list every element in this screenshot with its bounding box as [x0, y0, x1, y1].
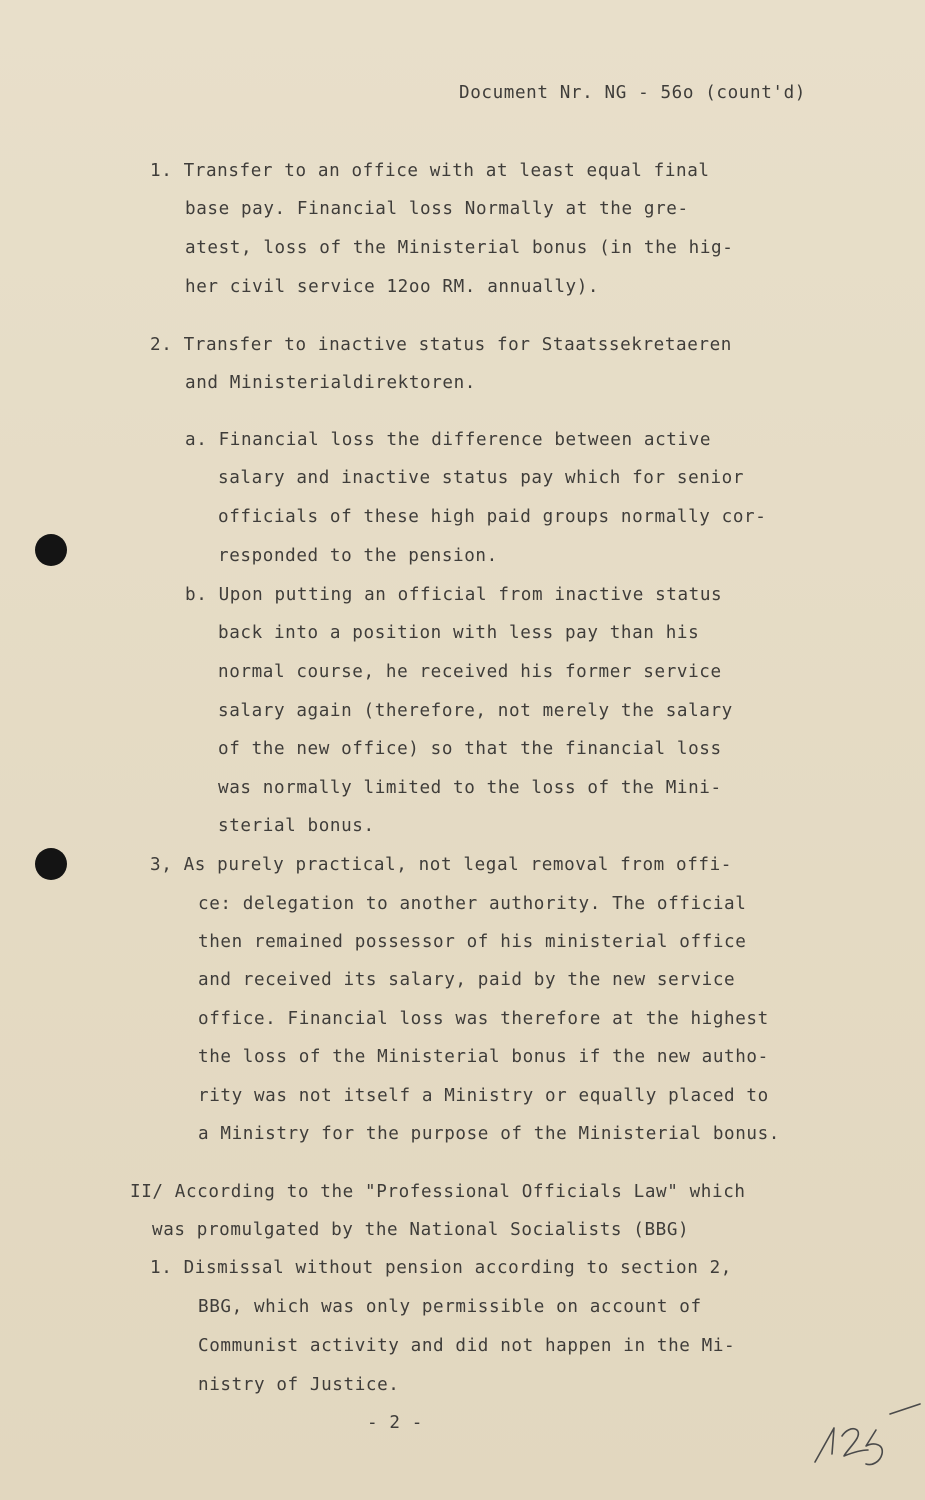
item2a-line: a. Financial loss the difference between active	[185, 430, 712, 450]
section-ii-line: was promulgated by the National Socialists (BBG)	[152, 1220, 690, 1240]
item1-line: base pay. Financial loss Normally at the gre-	[185, 199, 689, 219]
item3-line: office. Financial loss was therefore at the highest	[198, 1009, 769, 1029]
item3-line: the loss of the Ministerial bonus if the new autho-	[198, 1047, 769, 1067]
section-ii-line: II/ According to the "Professional Officials Law" which	[130, 1182, 746, 1202]
section-ii-item1-line: nistry of Justice.	[198, 1375, 400, 1395]
item3-line: a Ministry for the purpose of the Ministerial bonus.	[198, 1124, 781, 1144]
item2a-line: officials of these high paid groups normally cor-	[218, 507, 767, 527]
handwritten-mark-icon	[812, 1400, 922, 1480]
item2a-line: responded to the pension.	[218, 546, 498, 566]
item3-line: and received its salary, paid by the new service	[198, 970, 736, 990]
section-ii-item1-line: 1. Dismissal without pension according to section 2,	[150, 1258, 733, 1278]
item2b-line: b. Upon putting an official from inactive status	[185, 585, 723, 605]
item2a-line: salary and inactive status pay which for senior	[218, 468, 745, 488]
item2b-line: salary again (therefore, not merely the salary	[218, 701, 733, 721]
item2b-line: of the new office) so that the financial loss	[218, 739, 722, 759]
item2b-line: sterial bonus.	[218, 816, 375, 836]
item3-line: ce: delegation to another authority. The official	[198, 894, 747, 914]
item3-line: rity was not itself a Ministry or equally placed to	[198, 1086, 769, 1106]
item1-line: 1. Transfer to an office with at least equal final	[150, 161, 710, 181]
page-number: - 2 -	[367, 1413, 423, 1433]
item2b-line: back into a position with less pay than his	[218, 623, 700, 643]
document-reference: Document Nr. NG - 56o (count'd)	[459, 83, 806, 103]
punch-hole-icon	[35, 534, 67, 566]
section-ii-item1-line: Communist activity and did not happen in the Mi-	[198, 1336, 736, 1356]
item3-line: then remained possessor of his ministerial office	[198, 932, 747, 952]
section-ii-item1-line: BBG, which was only permissible on account of	[198, 1297, 702, 1317]
item1-line: atest, loss of the Ministerial bonus (in the hig-	[185, 238, 734, 258]
item2-line: 2. Transfer to inactive status for Staatssekretaeren	[150, 335, 733, 355]
punch-hole-icon	[35, 848, 67, 880]
item3-line: 3, As purely practical, not legal removal from offi-	[150, 855, 733, 875]
item1-line: her civil service 12oo RM. annually).	[185, 277, 600, 297]
item2-line: and Ministerialdirektoren.	[185, 373, 477, 393]
item2b-line: normal course, he received his former service	[218, 662, 722, 682]
item2b-line: was normally limited to the loss of the Mini-	[218, 778, 722, 798]
